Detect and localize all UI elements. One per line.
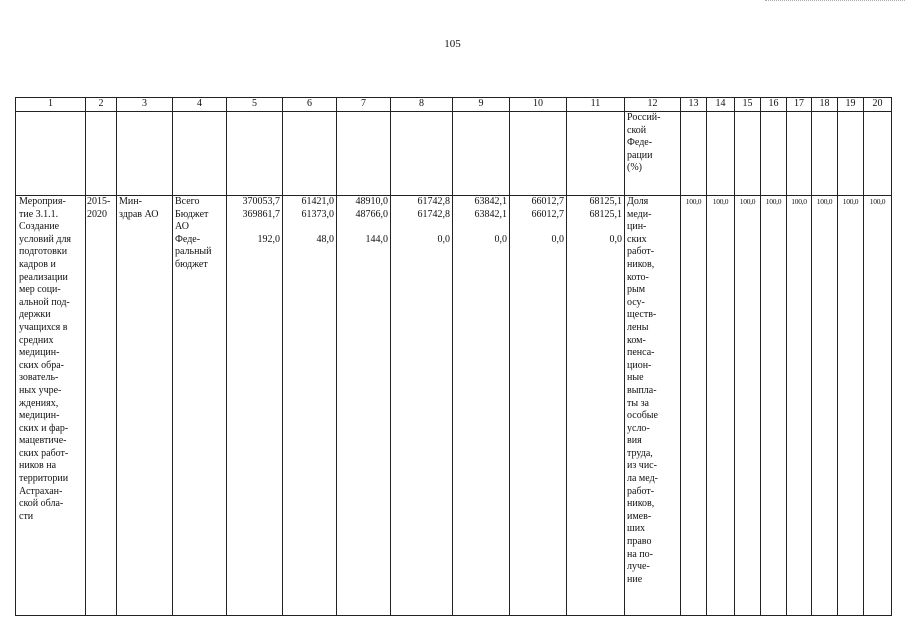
- column-number: 18: [812, 98, 838, 112]
- column-number: 10: [510, 98, 567, 112]
- column-number: 9: [453, 98, 510, 112]
- column-number: 20: [864, 98, 892, 112]
- indicator-value-15: 100,0: [735, 196, 761, 616]
- funding-2019: 66012,7 66012,7 0,0: [510, 196, 567, 616]
- column-number: 8: [391, 98, 453, 112]
- indicator-value-14: 100,0: [707, 196, 735, 616]
- funding-2018: 63842,1 63842,1 0,0: [453, 196, 510, 616]
- column-number: 13: [681, 98, 707, 112]
- column-number: 19: [838, 98, 864, 112]
- column-number: 4: [173, 98, 227, 112]
- column-number: 7: [337, 98, 391, 112]
- page-number: 105: [444, 38, 461, 50]
- column-number: 11: [567, 98, 625, 112]
- indicator-value-13: 100,0: [681, 196, 707, 616]
- continuation-row: [16, 112, 892, 196]
- activity-period: 2015- 2020: [86, 196, 117, 616]
- column-number: 3: [117, 98, 173, 112]
- funding-2020: 68125,1 68125,1 0,0: [567, 196, 625, 616]
- indicator-value-18: 100,0: [812, 196, 838, 616]
- funding-2015: 61421,0 61373,0 48,0: [283, 196, 337, 616]
- column-number: 16: [761, 98, 787, 112]
- scan-artifact: [765, 0, 905, 7]
- activity-name: Мероприя- тие 3.1.1. Создание условий для подготовки кадров и реализации мер соци- альной под- держки учащихся в средних медицин- ских обра- зователь- ных учре- ждениях, медицин- ских и фар- мацевтиче- ских работ- ников на территории Астрахан- ской обла- сти: [16, 196, 86, 616]
- column-number-row: [16, 98, 892, 112]
- column-number: 15: [735, 98, 761, 112]
- program-table: [15, 97, 892, 616]
- indicator-name: Доля меди- цин- ских работ- ников, кото- рым осу- ществ- лены ком- пенса- цион- ные выпла- ты за особые усло- вия труда, из чис- ла мед- работ- ников, имев- ших право на по- луче- ние: [625, 196, 681, 616]
- column-number: 1: [16, 98, 86, 112]
- column-number: 5: [227, 98, 283, 112]
- activity-executor: Мин- здрав АО: [117, 196, 173, 616]
- column-number: 14: [707, 98, 735, 112]
- indicator-value-19: 100,0: [838, 196, 864, 616]
- indicator-value-16: 100,0: [761, 196, 787, 616]
- funding-2017: 61742,8 61742,8 0,0: [391, 196, 453, 616]
- column-number: 6: [283, 98, 337, 112]
- column-number: 2: [86, 98, 117, 112]
- column-number: 12: [625, 98, 681, 112]
- funding-source-labels: Всего Бюджет АО Феде- ральный бюджет: [173, 196, 227, 616]
- indicator-value-17: 100,0: [787, 196, 812, 616]
- funding-2016: 48910,0 48766,0 144,0: [337, 196, 391, 616]
- activity-row: [16, 196, 892, 616]
- indicator-value-20: 100,0: [864, 196, 892, 616]
- indicator-continuation: Россий- ской Феде- рации (%): [625, 112, 681, 196]
- column-number: 17: [787, 98, 812, 112]
- funding-total: 370053,7 369861,7 192,0: [227, 196, 283, 616]
